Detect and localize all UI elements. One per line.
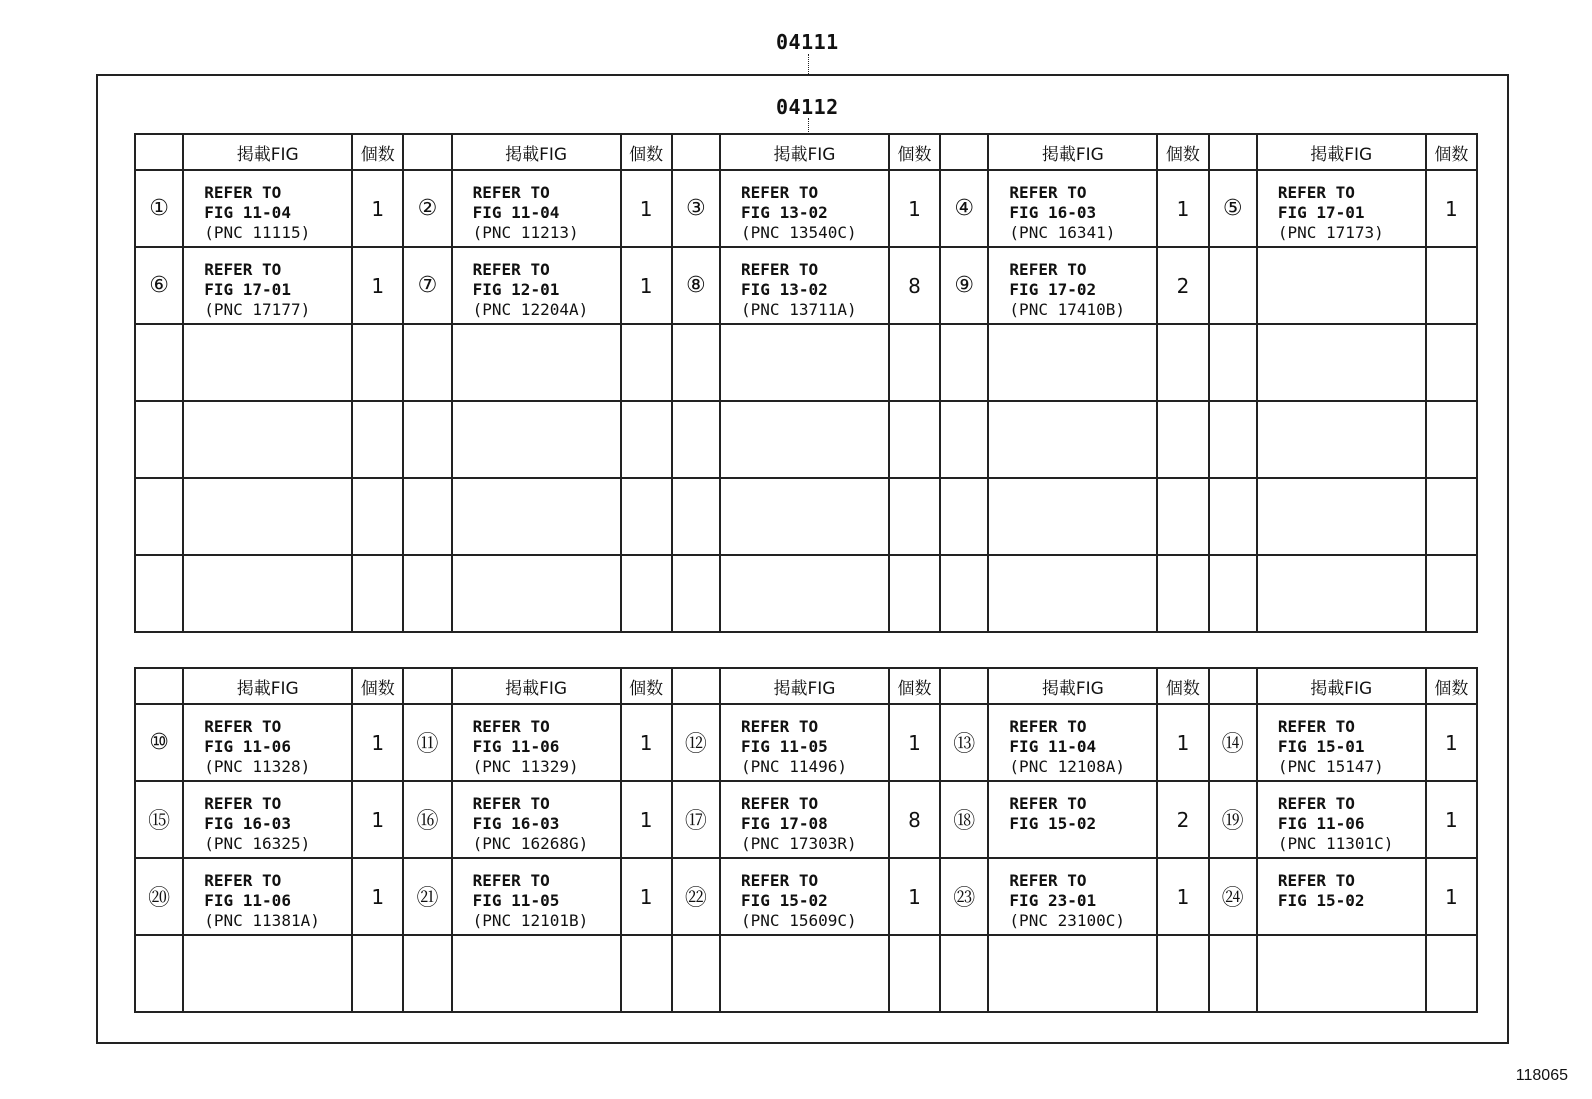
refer-to-text: REFER TO — [1277, 183, 1355, 202]
empty-cell — [940, 324, 988, 401]
item-number: ⑰ — [672, 781, 720, 858]
quantity: 1 — [352, 858, 403, 935]
fig-number: FIG 15-01 — [1277, 737, 1365, 756]
header-fig-cell: 掲載FIG — [452, 134, 621, 170]
subassembly-leader-line — [808, 118, 809, 134]
header-num-cell — [1209, 134, 1257, 170]
empty-cell — [135, 324, 183, 401]
refer-to-text: REFER TO — [741, 794, 819, 813]
item-number: ⑦ — [403, 247, 451, 324]
quantity: 1 — [889, 858, 940, 935]
empty-row — [135, 401, 1477, 478]
pnc-code: (PNC 12204A) — [472, 300, 589, 319]
empty-cell — [621, 401, 672, 478]
quantity: 1 — [1157, 704, 1208, 781]
figure-reference — [452, 170, 621, 247]
item-number: ㉓ — [940, 858, 988, 935]
table-row — [135, 704, 1477, 781]
header-num-cell — [135, 134, 183, 170]
subassembly-label: 04112 — [776, 95, 839, 119]
refer-to-text: REFER TO — [472, 717, 550, 736]
figure-reference — [988, 858, 1157, 935]
figure-reference — [988, 704, 1157, 781]
quantity: 1 — [1157, 170, 1208, 247]
empty-cell — [403, 324, 451, 401]
fig-number: FIG 15-02 — [741, 891, 828, 910]
fig-number: FIG 15-02 — [1009, 814, 1097, 833]
item-number: ⑤ — [1209, 170, 1257, 247]
empty-cell — [1209, 555, 1257, 632]
empty-cell — [1257, 401, 1426, 478]
empty-cell — [988, 478, 1157, 555]
quantity: 1 — [621, 247, 672, 324]
refer-to-text: REFER TO — [1009, 794, 1087, 813]
empty-cell — [135, 935, 183, 1012]
fig-number: FIG 17-08 — [741, 814, 828, 833]
header-fig-cell: 掲載FIG — [452, 668, 621, 704]
empty-cell — [720, 324, 889, 401]
figure-reference — [183, 170, 352, 247]
refer-to-text: REFER TO — [741, 183, 819, 202]
quantity: 1 — [1157, 858, 1208, 935]
item-number: ㉒ — [672, 858, 720, 935]
item-number: ⑧ — [672, 247, 720, 324]
refer-to-text: REFER TO — [1277, 871, 1355, 890]
empty-cell — [1157, 324, 1208, 401]
header-num-cell — [940, 134, 988, 170]
empty-cell — [889, 401, 940, 478]
header-qty-cell: 個数 — [1157, 134, 1208, 170]
refer-to-text: REFER TO — [204, 717, 282, 736]
header-fig-cell: 掲載FIG — [988, 668, 1157, 704]
pnc-code: (PNC 11213) — [472, 223, 579, 242]
item-number: ㉑ — [403, 858, 451, 935]
header-num-cell — [940, 668, 988, 704]
fig-number: FIG 12-01 — [472, 280, 560, 299]
figure-reference — [183, 704, 352, 781]
item-number: ⑫ — [672, 704, 720, 781]
pnc-code: (PNC 11496) — [741, 757, 847, 776]
empty-cell — [1157, 555, 1208, 632]
fig-number: FIG 11-06 — [204, 891, 291, 910]
pnc-code: (PNC 11328) — [204, 757, 311, 776]
empty-cell — [988, 401, 1157, 478]
pnc-code: (PNC 11301C) — [1277, 834, 1394, 853]
item-number: ⑪ — [403, 704, 451, 781]
image-code: 118065 — [1515, 1067, 1568, 1084]
header-fig-cell: 掲載FIG — [1257, 668, 1426, 704]
refer-to-text: REFER TO — [1009, 871, 1087, 890]
header-qty-cell: 個数 — [1426, 134, 1477, 170]
pnc-code: (PNC 12108A) — [1009, 757, 1126, 776]
refer-to-text: REFER TO — [741, 871, 819, 890]
figure-reference — [988, 170, 1157, 247]
empty-cell — [403, 401, 451, 478]
empty-cell — [720, 935, 889, 1012]
empty-cell — [940, 935, 988, 1012]
fig-number: FIG 11-06 — [472, 737, 560, 756]
item-number: ⑯ — [403, 781, 451, 858]
empty-cell — [889, 555, 940, 632]
empty-cell — [1209, 401, 1257, 478]
header-fig-cell: 掲載FIG — [183, 668, 352, 704]
empty-row — [135, 324, 1477, 401]
header-num-cell — [403, 668, 451, 704]
figure-reference — [452, 858, 621, 935]
fig-number: FIG 11-05 — [472, 891, 560, 910]
figure-reference — [720, 247, 889, 324]
item-number: ⑭ — [1209, 704, 1257, 781]
fig-number: FIG 16-03 — [1009, 203, 1097, 222]
empty-cell — [672, 478, 720, 555]
quantity: 1 — [352, 170, 403, 247]
pnc-code: (PNC 16341) — [1009, 223, 1116, 242]
figure-reference — [988, 781, 1157, 858]
quantity — [1426, 247, 1477, 324]
pnc-code: (PNC 17173) — [1277, 223, 1384, 242]
header-fig-cell: 掲載FIG — [720, 134, 889, 170]
item-number: ㉔ — [1209, 858, 1257, 935]
empty-cell — [1209, 478, 1257, 555]
figure-reference — [1257, 247, 1426, 324]
empty-cell — [1426, 555, 1477, 632]
fig-number: FIG 17-01 — [204, 280, 291, 299]
assembly-leader-line — [808, 54, 809, 74]
empty-cell — [352, 555, 403, 632]
empty-cell — [352, 478, 403, 555]
table-row — [135, 781, 1477, 858]
refer-to-text: REFER TO — [472, 794, 550, 813]
quantity: 1 — [1426, 704, 1477, 781]
header-qty-cell: 個数 — [352, 134, 403, 170]
fig-number: FIG 13-02 — [741, 203, 828, 222]
refer-to-text: REFER TO — [1009, 260, 1087, 279]
quantity: 1 — [889, 704, 940, 781]
pnc-code: (PNC 16325) — [204, 834, 311, 853]
figure-reference — [183, 781, 352, 858]
figure-reference — [183, 247, 352, 324]
empty-cell — [988, 555, 1157, 632]
empty-cell — [135, 555, 183, 632]
fig-number: FIG 23-01 — [1009, 891, 1097, 910]
fig-number: FIG 11-06 — [1277, 814, 1365, 833]
empty-cell — [672, 555, 720, 632]
figure-reference — [720, 704, 889, 781]
header-num-cell — [672, 134, 720, 170]
empty-cell — [352, 935, 403, 1012]
empty-row — [135, 935, 1477, 1012]
quantity: 1 — [621, 858, 672, 935]
empty-cell — [352, 324, 403, 401]
empty-cell — [452, 401, 621, 478]
empty-cell — [452, 478, 621, 555]
refer-to-text: REFER TO — [204, 183, 282, 202]
header-fig-cell: 掲載FIG — [183, 134, 352, 170]
empty-cell — [1426, 401, 1477, 478]
pnc-code: (PNC 17177) — [204, 300, 311, 319]
item-number: ⑳ — [135, 858, 183, 935]
fig-number: FIG 16-03 — [472, 814, 560, 833]
figure-reference — [1257, 858, 1426, 935]
header-num-cell — [403, 134, 451, 170]
quantity: 1 — [1426, 858, 1477, 935]
fig-number: FIG 15-02 — [1277, 891, 1365, 910]
item-number: ① — [135, 170, 183, 247]
figure-reference — [988, 247, 1157, 324]
table-header-row — [135, 668, 1477, 704]
quantity: 1 — [621, 704, 672, 781]
item-number: ⑬ — [940, 704, 988, 781]
figure-reference — [452, 247, 621, 324]
quantity: 1 — [352, 781, 403, 858]
empty-cell — [135, 401, 183, 478]
header-num-cell — [135, 668, 183, 704]
pnc-code: (PNC 12101B) — [472, 911, 589, 930]
empty-cell — [720, 401, 889, 478]
empty-cell — [621, 555, 672, 632]
header-qty-cell: 個数 — [889, 668, 940, 704]
empty-cell — [672, 401, 720, 478]
empty-cell — [1209, 324, 1257, 401]
refer-to-text: REFER TO — [204, 871, 282, 890]
empty-cell — [940, 401, 988, 478]
refer-to-text: REFER TO — [472, 871, 550, 890]
pnc-code: (PNC 17410B) — [1009, 300, 1126, 319]
parts-table-2 — [134, 667, 1478, 1013]
header-qty-cell: 個数 — [1426, 668, 1477, 704]
empty-cell — [889, 324, 940, 401]
empty-cell — [988, 324, 1157, 401]
fig-number: FIG 11-04 — [204, 203, 291, 222]
header-num-cell — [1209, 668, 1257, 704]
empty-cell — [621, 478, 672, 555]
refer-to-text: REFER TO — [1277, 794, 1355, 813]
empty-row — [135, 555, 1477, 632]
parts-table-1 — [134, 133, 1478, 633]
refer-to-text: REFER TO — [1009, 717, 1087, 736]
quantity: 1 — [621, 170, 672, 247]
empty-cell — [940, 478, 988, 555]
header-num-cell — [672, 668, 720, 704]
figure-reference — [720, 858, 889, 935]
refer-to-text: REFER TO — [741, 260, 819, 279]
empty-cell — [135, 478, 183, 555]
empty-cell — [1426, 478, 1477, 555]
item-number: ⑩ — [135, 704, 183, 781]
item-number: ② — [403, 170, 451, 247]
pnc-code: (PNC 15147) — [1277, 757, 1384, 776]
refer-to-text: REFER TO — [472, 260, 550, 279]
fig-number: FIG 11-06 — [204, 737, 291, 756]
empty-cell — [988, 935, 1157, 1012]
item-number: ⑮ — [135, 781, 183, 858]
empty-cell — [720, 555, 889, 632]
empty-cell — [1257, 935, 1426, 1012]
empty-cell — [1257, 555, 1426, 632]
pnc-code: (PNC 11115) — [204, 223, 311, 242]
quantity: 1 — [889, 170, 940, 247]
empty-cell — [1426, 324, 1477, 401]
figure-reference — [452, 704, 621, 781]
header-fig-cell: 掲載FIG — [720, 668, 889, 704]
pnc-code: (PNC 23100C) — [1009, 911, 1126, 930]
refer-to-text: REFER TO — [1277, 717, 1355, 736]
empty-cell — [452, 935, 621, 1012]
figure-reference — [1257, 170, 1426, 247]
figure-reference — [1257, 781, 1426, 858]
empty-cell — [889, 935, 940, 1012]
pnc-code: (PNC 11381A) — [204, 911, 320, 930]
empty-cell — [1157, 478, 1208, 555]
empty-cell — [183, 401, 352, 478]
table-row — [135, 858, 1477, 935]
refer-to-text: REFER TO — [204, 794, 282, 813]
empty-cell — [621, 935, 672, 1012]
figure-reference — [183, 858, 352, 935]
empty-cell — [1426, 935, 1477, 1012]
refer-to-text: REFER TO — [204, 260, 282, 279]
header-qty-cell: 個数 — [621, 668, 672, 704]
fig-number: FIG 11-04 — [1009, 737, 1097, 756]
item-number: ④ — [940, 170, 988, 247]
figure-reference — [720, 781, 889, 858]
quantity: 1 — [1426, 781, 1477, 858]
empty-cell — [403, 555, 451, 632]
pnc-code: (PNC 11329) — [472, 757, 579, 776]
pnc-code: (PNC 17303R) — [741, 834, 857, 853]
quantity: 2 — [1157, 247, 1208, 324]
quantity: 2 — [1157, 781, 1208, 858]
quantity: 1 — [352, 704, 403, 781]
fig-number: FIG 17-02 — [1009, 280, 1097, 299]
empty-row — [135, 478, 1477, 555]
item-number: ⑲ — [1209, 781, 1257, 858]
quantity: 8 — [889, 247, 940, 324]
header-fig-cell: 掲載FIG — [1257, 134, 1426, 170]
table-header-row — [135, 134, 1477, 170]
header-qty-cell: 個数 — [889, 134, 940, 170]
fig-number: FIG 17-01 — [1277, 203, 1365, 222]
item-number: ⑨ — [940, 247, 988, 324]
header-qty-cell: 個数 — [1157, 668, 1208, 704]
empty-cell — [1157, 935, 1208, 1012]
pnc-code: (PNC 16268G) — [472, 834, 589, 853]
fig-number: FIG 11-05 — [741, 737, 828, 756]
empty-cell — [1257, 478, 1426, 555]
assembly-label: 04111 — [776, 30, 839, 54]
empty-cell — [403, 935, 451, 1012]
fig-number: FIG 11-04 — [472, 203, 560, 222]
fig-number: FIG 16-03 — [204, 814, 291, 833]
header-fig-cell: 掲載FIG — [988, 134, 1157, 170]
figure-reference — [452, 781, 621, 858]
pnc-code: (PNC 13540C) — [741, 223, 857, 242]
empty-cell — [403, 478, 451, 555]
empty-cell — [352, 401, 403, 478]
empty-cell — [720, 478, 889, 555]
empty-cell — [183, 555, 352, 632]
figure-reference — [1257, 704, 1426, 781]
item-number: ⑱ — [940, 781, 988, 858]
refer-to-text: REFER TO — [472, 183, 550, 202]
pnc-code: (PNC 15609C) — [741, 911, 857, 930]
empty-cell — [940, 555, 988, 632]
header-qty-cell: 個数 — [621, 134, 672, 170]
item-number: ⑥ — [135, 247, 183, 324]
refer-to-text: REFER TO — [741, 717, 819, 736]
item-number — [1209, 247, 1257, 324]
empty-cell — [452, 555, 621, 632]
empty-cell — [1257, 324, 1426, 401]
refer-to-text: REFER TO — [1009, 183, 1087, 202]
empty-cell — [889, 478, 940, 555]
table-row — [135, 247, 1477, 324]
item-number: ③ — [672, 170, 720, 247]
empty-cell — [183, 478, 352, 555]
table-row — [135, 170, 1477, 247]
empty-cell — [672, 324, 720, 401]
quantity: 1 — [352, 247, 403, 324]
header-qty-cell: 個数 — [352, 668, 403, 704]
empty-cell — [1157, 401, 1208, 478]
empty-cell — [183, 324, 352, 401]
figure-reference — [720, 170, 889, 247]
quantity: 1 — [1426, 170, 1477, 247]
empty-cell — [621, 324, 672, 401]
quantity: 8 — [889, 781, 940, 858]
empty-cell — [183, 935, 352, 1012]
empty-cell — [452, 324, 621, 401]
fig-number: FIG 13-02 — [741, 280, 828, 299]
pnc-code: (PNC 13711A) — [741, 300, 857, 319]
empty-cell — [1209, 935, 1257, 1012]
empty-cell — [672, 935, 720, 1012]
quantity: 1 — [621, 781, 672, 858]
